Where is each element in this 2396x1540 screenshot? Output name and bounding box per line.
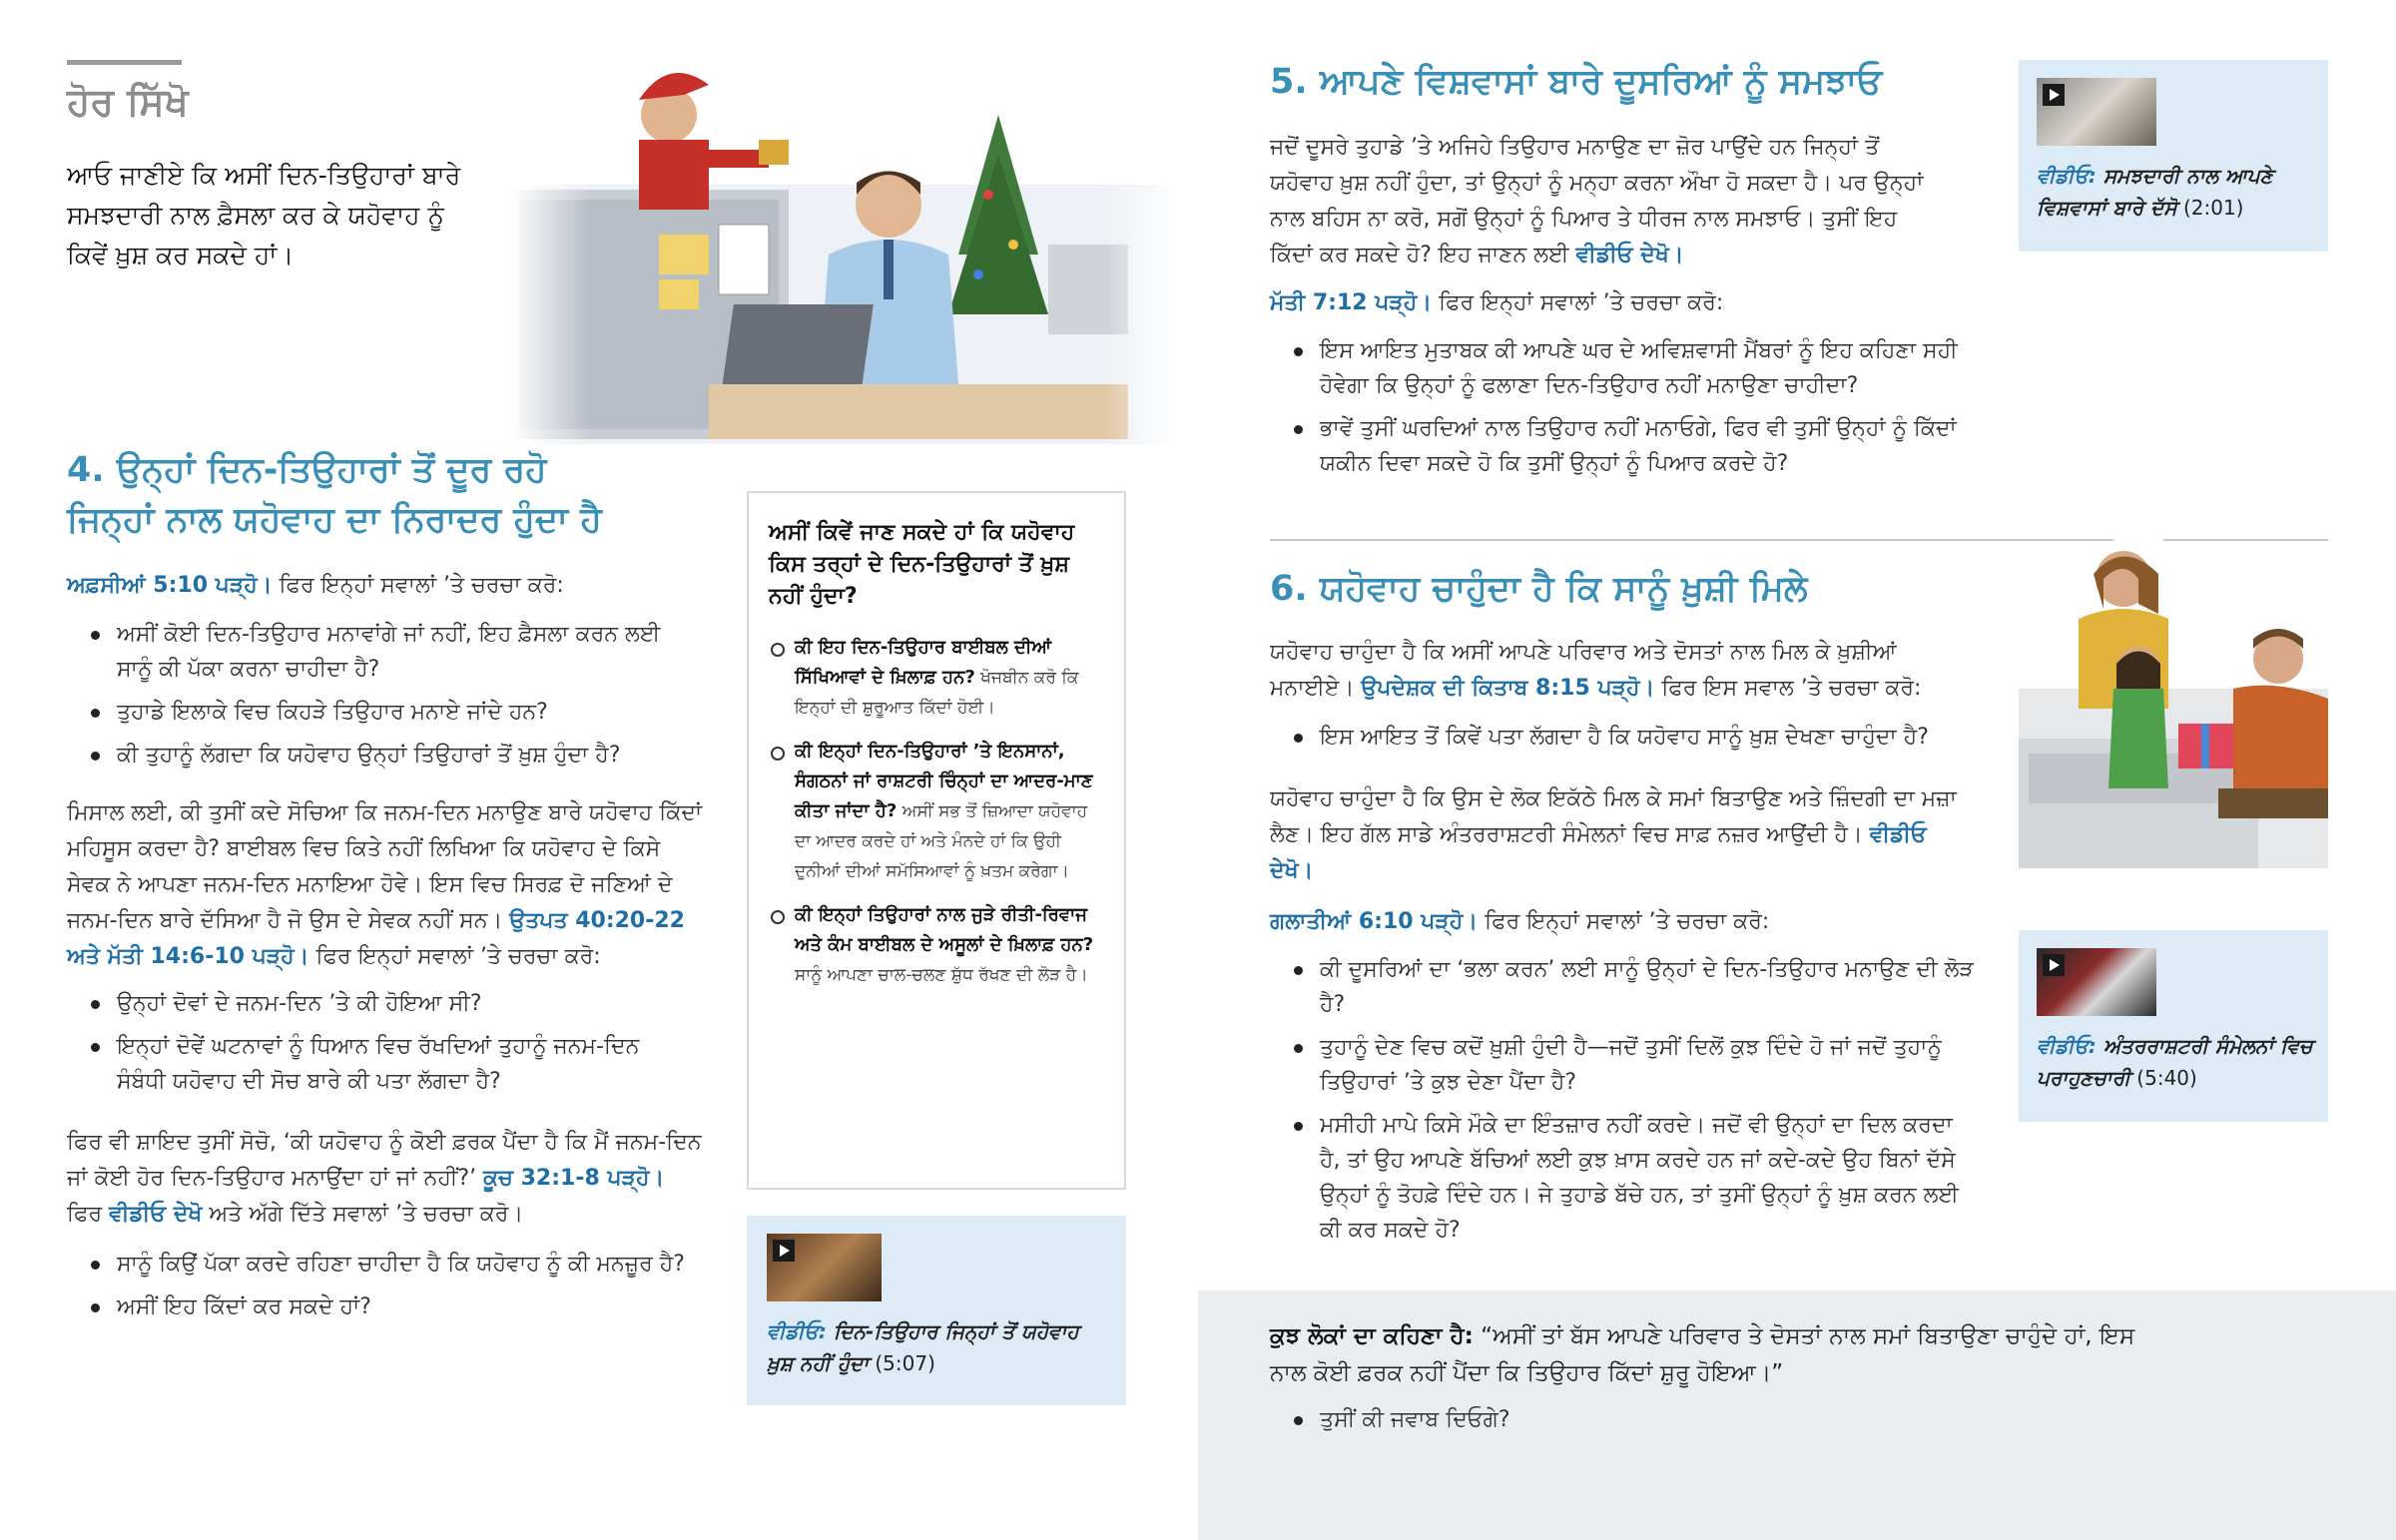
section4-read-instruction xyxy=(67,568,726,604)
video-title: ਸਮਝਦਾਰੀ ਨਾਲ ਆਪਣੇ ਵਿਸ਼ਵਾਸਾਂ ਬਾਰੇ ਦੱਸੋ xyxy=(2037,164,2273,220)
read-instruction-rest: ਫਿਰ ਇਨ੍ਹਾਂ ਸਵਾਲਾਂ ’ਤੇ ਚਰਚਾ ਕਰੋ: xyxy=(272,573,564,598)
list-item: ਭਾਵੇਂ ਤੁਸੀਂ ਘਰਦਿਆਂ ਨਾਲ ਤਿਉਹਾਰ ਨਹੀਂ ਮਨਾਓਗੇ, ਫਿਰ ਵੀ ਤੁਸੀਂ ਉਨ੍ਹਾਂ ਨੂੰ ਕਿੱਦਾਂ ਯਕੀਨ ਦਿਵਾ ਸਕਦੇ ਹੋ ਕਿ ਤੁਸੀਂ ਉਨ੍ਹਾਂ ਨੂੰ ਪਿਆਰ ਕਰਦੇ ਹੋ? xyxy=(1290,411,1969,481)
section5-para-text: ਜਦੋਂ ਦੂਸਰੇ ਤੁਹਾਡੇ ’ਤੇ ਅਜਿਹੇ ਤਿਉਹਾਰ ਮਨਾਉਣ ਦਾ ਜ਼ੋਰ ਪਾਉਂਦੇ ਹਨ ਜਿਨ੍ਹਾਂ ਤੋਂ ਯਹੋਵਾਹ ਖ਼ੁਸ਼ ਨਹੀਂ ਹੁੰਦਾ, ਤਾਂ ਉਨ੍ਹਾਂ ਨੂੰ ਮਨ੍ਹਾ ਕਰਨਾ ਔਖਾ ਹੋ ਸਕਦਾ ਹੈ। ਪਰ ਉਨ੍ਹਾਂ ਨਾਲ ਬਹਿਸ ਨਾ ਕਰੋ, ਸਗੋਂ ਉਨ੍ਹਾਂ ਨੂੰ ਪਿਆਰ ਤੇ ਧੀਰਜ ਨਾਲ ਸਮਝਾਓ। ਤੁਸੀਂ ਇਹ ਕਿੱਦਾਂ ਕਰ ਸਕਦੇ ਹੋ? ਇਹ ਜਾਣਨ ਲਈ xyxy=(1270,135,1924,267)
read-instruction-rest: ਫਿਰ ਇਨ੍ਹਾਂ ਸਵਾਲਾਂ ’ਤੇ ਚਰਚਾ ਕਰੋ: xyxy=(1478,909,1770,934)
sidebar-question: ਕੀ ਇਨ੍ਹਾਂ ਦਿਨ-ਤਿਉਹਾਰਾਂ ’ਤੇ ਇਨਸਾਨਾਂ, ਸੰਗਠਨਾਂ ਜਾਂ ਰਾਸ਼ਟਰੀ ਚਿੰਨ੍ਹਾਂ ਦਾ ਆਦਰ-ਮਾਣ ਕੀਤਾ ਜਾਂਦਾ ਹੈ? xyxy=(795,741,1093,821)
section6-bullets-2 xyxy=(1290,952,1979,1256)
video-label: ਵੀਡੀਓ: xyxy=(767,1319,827,1343)
office-illustration xyxy=(509,55,1188,444)
section6-para2 xyxy=(1270,781,1969,889)
section6-read-instruction xyxy=(1270,904,1929,940)
play-icon xyxy=(2043,954,2065,976)
video-caption xyxy=(2037,1030,2321,1094)
video-title: ਅੰਤਰਰਾਸ਼ਟਰੀ ਸੰਮੇਲਨਾਂ ਵਿਚ ਪਰਾਹੁਣਚਾਰੀ xyxy=(2037,1034,2313,1090)
sidebar-answer: ਖੋਜਬੀਨ ਕਰੋ ਕਿ ਇਨ੍ਹਾਂ ਦੀ ਸ਼ੁਰੂਆਤ ਕਿੱਦਾਂ ਹੋਈ। xyxy=(795,668,1079,718)
list-item: ਕੀ ਤੁਹਾਨੂੰ ਲੱਗਦਾ ਕਿ ਯਹੋਵਾਹ ਉਨ੍ਹਾਂ ਤਿਉਹਾਰਾਂ ਤੋਂ ਖ਼ੁਸ਼ ਹੁੰਦਾ ਹੈ? xyxy=(87,738,686,772)
list-item: ਕੀ ਦੂਸਰਿਆਂ ਦਾ ‘ਭਲਾ ਕਰਨ’ ਲਈ ਸਾਨੂੰ ਉਨ੍ਹਾਂ ਦੇ ਦਿਨ-ਤਿਉਹਾਰ ਮਨਾਉਣ ਦੀ ਲੋੜ ਹੈ? xyxy=(1290,952,1979,1022)
galatians-link[interactable]: ਗਲਾਤੀਆਂ 6:10 ਪੜ੍ਹੋ। xyxy=(1270,909,1479,934)
para1-rest: ਫਿਰ ਇਸ ਸਵਾਲ ’ਤੇ ਚਰਚਾ ਕਰੋ: xyxy=(1654,676,1922,701)
list-item: ਇਸ ਆਇਤ ਤੋਂ ਕਿਵੇਂ ਪਤਾ ਲੱਗਦਾ ਹੈ ਕਿ ਯਹੋਵਾਹ ਸਾਨੂੰ ਖ਼ੁਸ਼ ਦੇਖਣਾ ਚਾਹੁੰਦਾ ਹੈ? xyxy=(1290,720,2009,755)
section4-title-line1: 4. ਉਨ੍ਹਾਂ ਦਿਨ-ਤਿਉਹਾਰਾਂ ਤੋਂ ਦੂਰ ਰਹੋ xyxy=(67,450,547,490)
genesis-matthew-link[interactable]: ਉਤਪਤ 40:20-22 ਅਤੇ ਮੱਤੀ 14:6-10 ਪੜ੍ਹੋ। xyxy=(67,908,685,969)
para2-mid: ਫਿਰ xyxy=(67,1202,110,1227)
section4-title-line2: ਜਿਨ੍ਹਾਂ ਨਾਲ ਯਹੋਵਾਹ ਦਾ ਨਿਰਾਦਰ ਹੁੰਦਾ ਹੈ xyxy=(67,500,602,540)
list-item: ਇਸ ਆਇਤ ਮੁਤਾਬਕ ਕੀ ਆਪਣੇ ਘਰ ਦੇ ਅਵਿਸ਼ਵਾਸੀ ਮੈਂਬਰਾਂ ਨੂੰ ਇਹ ਕਹਿਣਾ ਸਹੀ ਹੋਵੇਗਾ ਕਿ ਉਨ੍ਹਾਂ ਨੂੰ ਫਲਾਣਾ ਦਿਨ-ਤਿਉਹਾਰ ਨਹੀਂ ਮਨਾਉਣਾ ਚਾਹੀਦਾ? xyxy=(1290,333,1969,403)
sidebar-answer: ਅਸੀਂ ਸਭ ਤੋਂ ਜ਼ਿਆਦਾ ਯਹੋਵਾਹ ਦਾ ਆਦਰ ਕਰਦੇ ਹਾਂ ਅਤੇ ਮੰਨਦੇ ਹਾਂ ਕਿ ਉਹੀ ਦੁਨੀਆਂ ਦੀਆਂ ਸਮੱਸਿਆਵਾਂ ਨੂੰ ਖ਼ਤਮ ਕਰੇਗਾ। xyxy=(795,801,1088,881)
section4-bullets-1 xyxy=(87,617,686,780)
video-caption xyxy=(2037,160,2316,224)
some-people-say-bullets xyxy=(1290,1402,1989,1445)
watch-video-link[interactable]: ਵੀਡੀਓ ਦੇਖੋ। xyxy=(1270,822,1927,883)
sidebar-list xyxy=(769,633,1104,990)
watch-video-link[interactable]: ਵੀਡੀਓ ਦੇਖੋ। xyxy=(1575,243,1684,267)
sidebar-question: ਕੀ ਇਨ੍ਹਾਂ ਤਿਉਹਾਰਾਂ ਨਾਲ ਜੁੜੇ ਰੀਤੀ-ਰਿਵਾਜ ਅਤੇ ਕੰਮ ਬਾਈਬਲ ਦੇ ਅਸੂਲਾਂ ਦੇ ਖ਼ਿਲਾਫ਼ ਹਨ? xyxy=(795,904,1094,955)
section5-read-instruction xyxy=(1270,285,1929,321)
video-box-explain-beliefs[interactable] xyxy=(2019,60,2328,252)
learn-more-heading: ਹੋਰ ਸਿੱਖੋ xyxy=(67,80,189,124)
play-icon xyxy=(773,1240,795,1262)
video-title: ਦਿਨ-ਤਿਉਹਾਰ ਜਿਨ੍ਹਾਂ ਤੋਂ ਯਹੋਵਾਹ ਖ਼ੁਸ਼ ਨਹੀਂ ਹੁੰਦਾ xyxy=(767,1319,1079,1375)
para2-text: ਫਿਰ ਵੀ ਸ਼ਾਇਦ ਤੁਸੀਂ ਸੋਚੋ, ‘ਕੀ ਯਹੋਵਾਹ ਨੂੰ ਕੋਈ ਫ਼ਰਕ ਪੈਂਦਾ ਹੈ ਕਿ ਮੈਂ ਜਨਮ-ਦਿਨ ਜਾਂ ਕੋਈ ਹੋਰ ਦਿਨ-ਤਿਉਹਾਰ ਮਨਾਉਂਦਾ ਹਾਂ ਜਾਂ ਨਹੀਂ?’ xyxy=(67,1130,702,1191)
section5-bullets xyxy=(1290,333,1969,489)
list-item xyxy=(769,900,1104,990)
sidebar-title: ਅਸੀਂ ਕਿਵੇਂ ਜਾਣ ਸਕਦੇ ਹਾਂ ਕਿ ਯਹੋਵਾਹ ਕਿਸ ਤਰ੍ਹਾਂ ਦੇ ਦਿਨ-ਤਿਉਹਾਰਾਂ ਤੋਂ ਖ਼ੁਸ਼ ਨਹੀਂ ਹੁੰਦਾ? xyxy=(769,520,1075,609)
some-people-say-label: ਕੁਝ ਲੋਕਾਂ ਦਾ ਕਹਿਣਾ ਹੈ: xyxy=(1270,1323,1474,1349)
para1-rest: ਫਿਰ ਇਨ੍ਹਾਂ ਸਵਾਲਾਂ ’ਤੇ ਚਰਚਾ ਕਰੋ: xyxy=(308,944,601,969)
list-item: ਮਸੀਹੀ ਮਾਪੇ ਕਿਸੇ ਮੌਕੇ ਦਾ ਇੰਤਜ਼ਾਰ ਨਹੀਂ ਕਰਦੇ। ਜਦੋਂ ਵੀ ਉਨ੍ਹਾਂ ਦਾ ਦਿਲ ਕਰਦਾ ਹੈ, ਤਾਂ ਉਹ ਆਪਣੇ ਬੱਚਿਆਂ ਲਈ ਕੁਝ ਖ਼ਾਸ ਕਰਦੇ ਹਨ ਜਾਂ ਕਦੇ-ਕਦੇ ਉਹ ਬਿਨਾਂ ਦੱਸੇ ਉਨ੍ਹਾਂ ਨੂੰ ਤੋਹਫ਼ੇ ਦਿੰਦੇ ਹਨ। ਜੇ ਤੁਹਾਡੇ ਬੱਚੇ ਹਨ, ਤਾਂ ਤੁਸੀਂ ਉਨ੍ਹਾਂ ਨੂੰ ਖ਼ੁਸ਼ ਕਰਨ ਲਈ ਕੀ ਕਰ ਸਕਦੇ ਹੋ? xyxy=(1290,1108,1979,1248)
list-item: ਉਨ੍ਹਾਂ ਦੋਵਾਂ ਦੇ ਜਨਮ-ਦਿਨ ’ਤੇ ਕੀ ਹੋਇਆ ਸੀ? xyxy=(87,986,686,1021)
section6-para2-text: ਯਹੋਵਾਹ ਚਾਹੁੰਦਾ ਹੈ ਕਿ ਉਸ ਦੇ ਲੋਕ ਇਕੱਠੇ ਮਿਲ ਕੇ ਸਮਾਂ ਬਿਤਾਉਣ ਅਤੇ ਜ਼ਿੰਦਗੀ ਦਾ ਮਜ਼ਾ ਲੈਣ। ਇਹ ਗੱਲ ਸਾਡੇ ਅੰਤਰਰਾਸ਼ਟਰੀ ਸੰਮੇਲਨਾਂ ਵਿਚ ਸਾਫ਼ ਨਜ਼ਰ ਆਉਂਦੀ ਹੈ। xyxy=(1270,786,1957,847)
sidebar-answer: ਸਾਨੂੰ ਆਪਣਾ ਚਾਲ-ਚਲਣ ਸ਼ੁੱਧ ਰੱਖਣ ਦੀ ਲੋੜ ਹੈ। xyxy=(795,965,1088,985)
video-thumbnail[interactable] xyxy=(2037,78,2156,146)
para2-rest: ਅਤੇ ਅੱਗੇ ਦਿੱਤੇ ਸਵਾਲਾਂ ’ਤੇ ਚਰਚਾ ਕਰੋ। xyxy=(202,1202,524,1227)
ecclesiastes-link[interactable]: ਉਪਦੇਸ਼ਕ ਦੀ ਕਿਤਾਬ 8:15 ਪੜ੍ਹੋ। xyxy=(1361,676,1655,701)
ephesians-link[interactable]: ਅਫ਼ਸੀਆਂ 5:10 ਪੜ੍ਹੋ। xyxy=(67,573,273,598)
list-item: ਅਸੀਂ ਇਹ ਕਿੱਦਾਂ ਕਰ ਸਕਦੇ ਹਾਂ? xyxy=(87,1289,726,1324)
list-item xyxy=(769,737,1104,886)
section-divider xyxy=(1270,539,2113,541)
section5-title: 5. ਆਪਣੇ ਵਿਸ਼ਵਾਸਾਂ ਬਾਰੇ ਦੂਸਰਿਆਂ ਨੂੰ ਸਮਝਾਓ xyxy=(1270,62,1883,102)
section6-para1 xyxy=(1270,635,1969,707)
list-item: ਸਾਨੂੰ ਕਿਉਂ ਪੱਕਾ ਕਰਦੇ ਰਹਿਣਾ ਚਾਹੀਦਾ ਹੈ ਕਿ ਯਹੋਵਾਹ ਨੂੰ ਕੀ ਮਨਜ਼ੂਰ ਹੈ? xyxy=(87,1247,726,1282)
section4-para1 xyxy=(67,795,706,975)
family-gift-illustration xyxy=(2019,539,2328,868)
video-box-celebrations[interactable] xyxy=(747,1216,1126,1405)
section4-title xyxy=(67,445,602,545)
sidebar-question: ਕੀ ਇਹ ਦਿਨ-ਤਿਉਹਾਰ ਬਾਈਬਲ ਦੀਆਂ ਸਿੱਖਿਆਵਾਂ ਦੇ ਖ਼ਿਲਾਫ਼ ਹਨ? xyxy=(795,637,1052,688)
section4-bullets-3 xyxy=(87,1247,726,1332)
video-caption xyxy=(767,1315,1111,1379)
list-item: ਤੁਸੀਂ ਕੀ ਜਵਾਬ ਦਿਓਗੇ? xyxy=(1290,1402,1989,1437)
video-box-hospitality[interactable] xyxy=(2019,930,2328,1122)
section4-para2 xyxy=(67,1125,706,1233)
learn-more-rule xyxy=(67,60,182,65)
video-duration: (2:01) xyxy=(2176,196,2244,220)
some-people-say-text xyxy=(1270,1318,2168,1392)
video-label: ਵੀਡੀਓ: xyxy=(2037,164,2096,188)
section6-title: 6. ਯਹੋਵਾਹ ਚਾਹੁੰਦਾ ਹੈ ਕਿ ਸਾਨੂੰ ਖ਼ੁਸ਼ੀ ਮਿਲੇ xyxy=(1270,569,1808,609)
list-item: ਤੁਹਾਡੇ ਇਲਾਕੇ ਵਿਚ ਕਿਹੜੇ ਤਿਉਹਾਰ ਮਨਾਏ ਜਾਂਦੇ ਹਨ? xyxy=(87,695,686,730)
matthew-link[interactable]: ਮੱਤੀ 7:12 ਪੜ੍ਹੋ। xyxy=(1270,290,1433,315)
read-instruction-rest: ਫਿਰ ਇਨ੍ਹਾਂ ਸਵਾਲਾਂ ’ਤੇ ਚਰਚਾ ਕਰੋ: xyxy=(1432,290,1724,315)
video-duration: (5:40) xyxy=(2129,1066,2197,1090)
video-thumbnail[interactable] xyxy=(767,1234,882,1301)
section6-bullets-1 xyxy=(1290,720,2009,763)
section6-para1-text: ਯਹੋਵਾਹ ਚਾਹੁੰਦਾ ਹੈ ਕਿ ਅਸੀਂ ਆਪਣੇ ਪਰਿਵਾਰ ਅਤੇ ਦੋਸਤਾਂ ਨਾਲ ਮਿਲ ਕੇ ਖ਼ੁਸ਼ੀਆਂ ਮਨਾਈਏ। xyxy=(1270,640,1897,701)
video-thumbnail[interactable] xyxy=(2037,948,2156,1016)
some-people-say-quote: “ਅਸੀਂ ਤਾਂ ਬੱਸ ਆਪਣੇ ਪਰਿਵਾਰ ਤੇ ਦੋਸਤਾਂ ਨਾਲ ਸਮਾਂ ਬਿਤਾਉਣਾ ਚਾਹੁੰਦੇ ਹਾਂ, ਇਸ ਨਾਲ ਕੋਈ ਫ਼ਰਕ ਨਹੀਂ ਪੈਂਦਾ ਕਿ ਤਿਉਹਾਰ ਕਿੱਦਾਂ ਸ਼ੁਰੂ ਹੋਇਆ।” xyxy=(1270,1323,2135,1386)
para1-text: ਮਿਸਾਲ ਲਈ, ਕੀ ਤੁਸੀਂ ਕਦੇ ਸੋਚਿਆ ਕਿ ਜਨਮ-ਦਿਨ ਮਨਾਉਣ ਬਾਰੇ ਯਹੋਵਾਹ ਕਿੱਦਾਂ ਮਹਿਸੂਸ ਕਰਦਾ ਹੈ? ਬਾਈਬਲ ਵਿਚ ਕਿਤੇ ਨਹੀਂ ਲਿਖਿਆ ਕਿ ਯਹੋਵਾਹ ਦੇ ਕਿਸੇ ਸੇਵਕ ਨੇ ਆਪਣਾ ਜਨਮ-ਦਿਨ ਮਨਾਇਆ ਹੋਵੇ। ਇਸ ਵਿਚ ਸਿਰਫ਼ ਦੋ ਜਣਿਆਂ ਦੇ ਜਨਮ-ਦਿਨ ਬਾਰੇ ਦੱਸਿਆ ਹੈ ਜੋ ਉਸ ਦੇ ਸੇਵਕ ਨਹੀਂ ਸਨ। xyxy=(67,800,703,933)
list-item: ਅਸੀਂ ਕੋਈ ਦਿਨ-ਤਿਉਹਾਰ ਮਨਾਵਾਂਗੇ ਜਾਂ ਨਹੀਂ, ਇਹ ਫ਼ੈਸਲਾ ਕਰਨ ਲਈ ਸਾਨੂੰ ਕੀ ਪੱਕਾ ਕਰਨਾ ਚਾਹੀਦਾ ਹੈ? xyxy=(87,617,686,687)
video-duration: (5:07) xyxy=(869,1351,935,1375)
exodus-link[interactable]: ਕੂਚ 32:1-8 ਪੜ੍ਹੋ। xyxy=(483,1166,665,1191)
intro-text: ਆਓ ਜਾਣੀਏ ਕਿ ਅਸੀਂ ਦਿਨ-ਤਿਉਹਾਰਾਂ ਬਾਰੇ ਸਮਝਦਾਰੀ ਨਾਲ ਫ਼ੈਸਲਾ ਕਰ ਕੇ ਯਹੋਵਾਹ ਨੂੰ ਕਿਵੇਂ ਖ਼ੁਸ਼ ਕਰ ਸਕਦੇ ਹਾਂ। xyxy=(67,161,461,269)
list-item: ਤੁਹਾਨੂੰ ਦੇਣ ਵਿਚ ਕਦੋਂ ਖ਼ੁਸ਼ੀ ਹੁੰਦੀ ਹੈ—ਜਦੋਂ ਤੁਸੀਂ ਦਿਲੋਂ ਕੁਝ ਦਿੰਦੇ ਹੋ ਜਾਂ ਜਦੋਂ ਤੁਹਾਨੂੰ ਤਿਉਹਾਰਾਂ ’ਤੇ ਕੁਝ ਦੇਣਾ ਪੈਂਦਾ ਹੈ? xyxy=(1290,1030,1979,1100)
list-item xyxy=(769,633,1104,723)
play-icon xyxy=(2043,84,2065,106)
video-label: ਵੀਡੀਓ: xyxy=(2037,1034,2096,1058)
how-can-we-know-box xyxy=(747,491,1126,1190)
some-people-say-box xyxy=(1198,1290,2396,1540)
list-item: ਇਨ੍ਹਾਂ ਦੋਵੇਂ ਘਟਨਾਵਾਂ ਨੂੰ ਧਿਆਨ ਵਿਚ ਰੱਖਦਿਆਂ ਤੁਹਾਨੂੰ ਜਨਮ-ਦਿਨ ਸੰਬੰਧੀ ਯਹੋਵਾਹ ਦੀ ਸੋਚ ਬਾਰੇ ਕੀ ਪਤਾ ਲੱਗਦਾ ਹੈ? xyxy=(87,1029,686,1099)
section5-para xyxy=(1270,130,1929,273)
watch-video-link[interactable]: ਵੀਡੀਓ ਦੇਖੋ xyxy=(109,1202,203,1227)
section4-bullets-2 xyxy=(87,986,686,1107)
